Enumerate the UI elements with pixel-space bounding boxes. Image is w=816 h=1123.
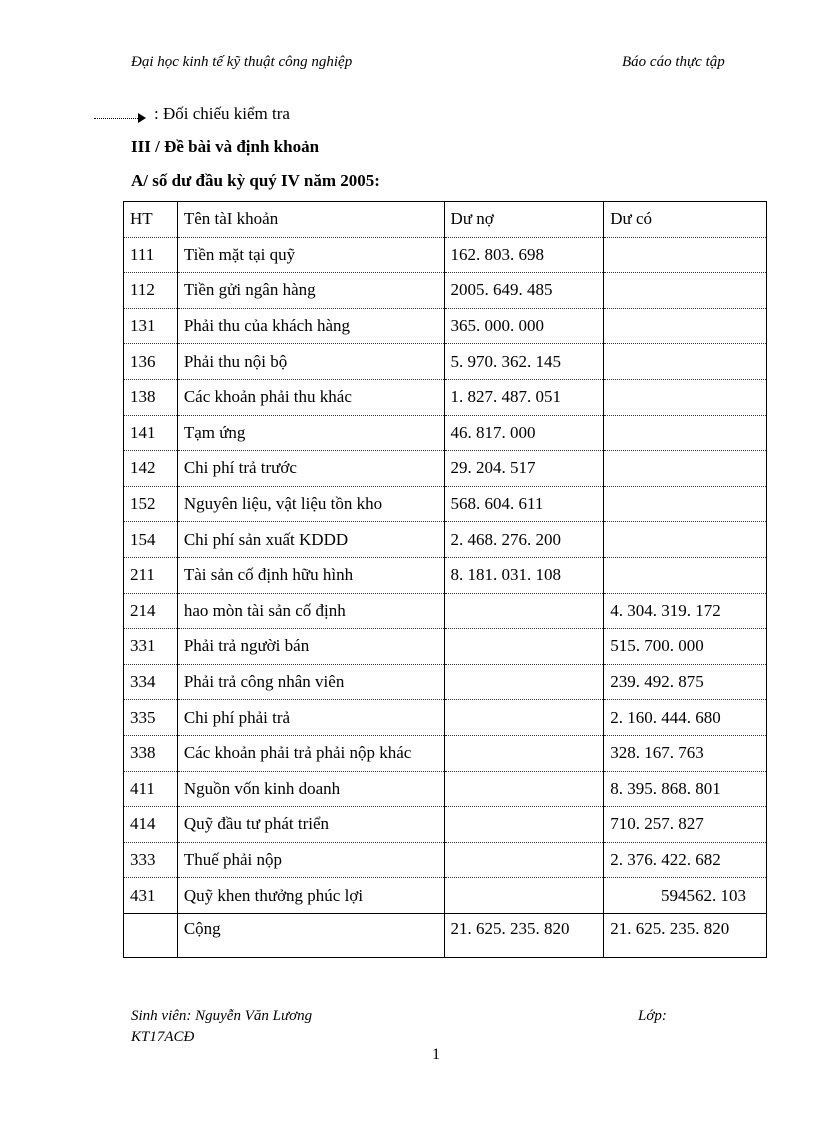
account-name-cell: Phải thu nội bộ — [177, 344, 444, 380]
account-name-cell: Phải thu của khách hàng — [177, 308, 444, 344]
table-row — [124, 878, 767, 914]
table-total-row — [124, 913, 767, 957]
credit-cell — [604, 379, 767, 415]
table-row — [124, 664, 767, 700]
account-name-cell: Các khoản phải thu khác — [177, 379, 444, 415]
opening-balance-table — [123, 201, 767, 958]
debit-cell: 162. 803. 698 — [444, 237, 604, 273]
credit-cell: 2. 376. 422. 682 — [604, 842, 767, 878]
arrowhead-icon — [138, 113, 146, 123]
account-name-cell: Phải trả công nhân viên — [177, 664, 444, 700]
credit-cell — [604, 557, 767, 593]
section-title: III / Đề bài và định khoản — [131, 137, 320, 156]
table-row — [124, 557, 767, 593]
debit-cell — [444, 771, 604, 807]
credit-cell — [604, 308, 767, 344]
table-row — [124, 700, 767, 736]
credit-cell: 4. 304. 319. 172 — [604, 593, 767, 629]
account-code-cell: 142 — [124, 451, 178, 487]
account-code-cell: 152 — [124, 486, 178, 522]
account-name-cell: Chi phí phải trả — [177, 700, 444, 736]
account-name-cell: Quỹ đầu tư phát triển — [177, 807, 444, 843]
table-row — [124, 842, 767, 878]
header-account-code: HT — [124, 202, 178, 238]
debit-cell — [444, 700, 604, 736]
account-name-cell: hao mòn tài sản cố định — [177, 593, 444, 629]
table-row — [124, 771, 767, 807]
account-code-cell — [124, 913, 178, 957]
table-row — [124, 379, 767, 415]
subsection-title: A/ số dư đầu kỳ quý IV năm 2005: — [131, 171, 380, 190]
debit-cell: 2005. 649. 485 — [444, 273, 604, 309]
table-header-row — [124, 202, 767, 238]
footer-student: Sinh viên: Nguyễn Văn Lương — [131, 1008, 313, 1024]
header-school: Đại học kinh tế kỹ thuật công nghiệp — [131, 54, 353, 70]
debit-cell: 21. 625. 235. 820 — [444, 913, 604, 957]
account-code-cell: 111 — [124, 237, 178, 273]
table-row — [124, 273, 767, 309]
debit-cell: 46. 817. 000 — [444, 415, 604, 451]
table-row — [124, 593, 767, 629]
account-name-cell: Cộng — [177, 913, 444, 957]
account-code-cell: 136 — [124, 344, 178, 380]
account-code-cell: 335 — [124, 700, 178, 736]
dotted-arrow-icon — [94, 118, 140, 119]
table-row — [124, 308, 767, 344]
account-name-cell: Nguyên liệu, vật liệu tồn kho — [177, 486, 444, 522]
header-account-name: Tên tàI khoản — [177, 202, 444, 238]
account-code-cell: 414 — [124, 807, 178, 843]
debit-cell — [444, 593, 604, 629]
account-code-cell: 431 — [124, 878, 178, 914]
debit-cell — [444, 842, 604, 878]
table-row — [124, 629, 767, 665]
credit-cell — [604, 522, 767, 558]
account-code-cell: 214 — [124, 593, 178, 629]
debit-cell: 2. 468. 276. 200 — [444, 522, 604, 558]
account-name-cell: Chi phí trả trước — [177, 451, 444, 487]
account-name-cell: Tiền mặt tại quỹ — [177, 237, 444, 273]
debit-cell — [444, 629, 604, 665]
table-row — [124, 807, 767, 843]
debit-cell: 8. 181. 031. 108 — [444, 557, 604, 593]
table-row — [124, 237, 767, 273]
footer-class-code: KT17ACĐ — [131, 1029, 195, 1045]
credit-cell: 515. 700. 000 — [604, 629, 767, 665]
account-code-cell: 331 — [124, 629, 178, 665]
account-name-cell: Chi phí sản xuất KDDD — [177, 522, 444, 558]
account-name-cell: Tiền gửi ngân hàng — [177, 273, 444, 309]
footer-class-label: Lớp: — [638, 1008, 667, 1024]
account-code-cell: 211 — [124, 557, 178, 593]
page-number: 1 — [432, 1046, 440, 1063]
account-code-cell: 131 — [124, 308, 178, 344]
table-row — [124, 486, 767, 522]
debit-cell — [444, 735, 604, 771]
credit-cell: 594562. 103 — [604, 878, 767, 914]
debit-cell — [444, 664, 604, 700]
account-name-cell: Tài sản cố định hữu hình — [177, 557, 444, 593]
account-code-cell: 138 — [124, 379, 178, 415]
account-name-cell: Quỹ khen thưởng phúc lợi — [177, 878, 444, 914]
header-report-type: Báo cáo thực tập — [622, 54, 725, 70]
table-row — [124, 451, 767, 487]
debit-cell — [444, 807, 604, 843]
table-row — [124, 344, 767, 380]
account-code-cell: 112 — [124, 273, 178, 309]
credit-cell — [604, 344, 767, 380]
credit-cell: 8. 395. 868. 801 — [604, 771, 767, 807]
header-debit: Dư nợ — [444, 202, 604, 238]
table-row — [124, 735, 767, 771]
credit-cell: 328. 167. 763 — [604, 735, 767, 771]
credit-cell — [604, 237, 767, 273]
legend-text: : Đối chiếu kiểm tra — [154, 104, 290, 123]
account-name-cell: Nguồn vốn kinh doanh — [177, 771, 444, 807]
account-code-cell: 154 — [124, 522, 178, 558]
credit-cell: 710. 257. 827 — [604, 807, 767, 843]
account-name-cell: Thuế phải nộp — [177, 842, 444, 878]
table-row — [124, 415, 767, 451]
credit-cell: 239. 492. 875 — [604, 664, 767, 700]
header-credit: Dư có — [604, 202, 767, 238]
credit-cell — [604, 273, 767, 309]
credit-cell — [604, 451, 767, 487]
debit-cell — [444, 878, 604, 914]
credit-cell: 2. 160. 444. 680 — [604, 700, 767, 736]
account-name-cell: Tạm ứng — [177, 415, 444, 451]
account-code-cell: 333 — [124, 842, 178, 878]
account-code-cell: 141 — [124, 415, 178, 451]
account-code-cell: 411 — [124, 771, 178, 807]
debit-cell: 1. 827. 487. 051 — [444, 379, 604, 415]
account-code-cell: 338 — [124, 735, 178, 771]
credit-cell: 21. 625. 235. 820 — [604, 913, 767, 957]
debit-cell: 568. 604. 611 — [444, 486, 604, 522]
credit-cell — [604, 486, 767, 522]
debit-cell: 29. 204. 517 — [444, 451, 604, 487]
credit-cell — [604, 415, 767, 451]
debit-cell: 365. 000. 000 — [444, 308, 604, 344]
account-name-cell: Phải trả người bán — [177, 629, 444, 665]
account-code-cell: 334 — [124, 664, 178, 700]
account-name-cell: Các khoản phải trả phải nộp khác — [177, 735, 444, 771]
debit-cell: 5. 970. 362. 145 — [444, 344, 604, 380]
table-row — [124, 522, 767, 558]
